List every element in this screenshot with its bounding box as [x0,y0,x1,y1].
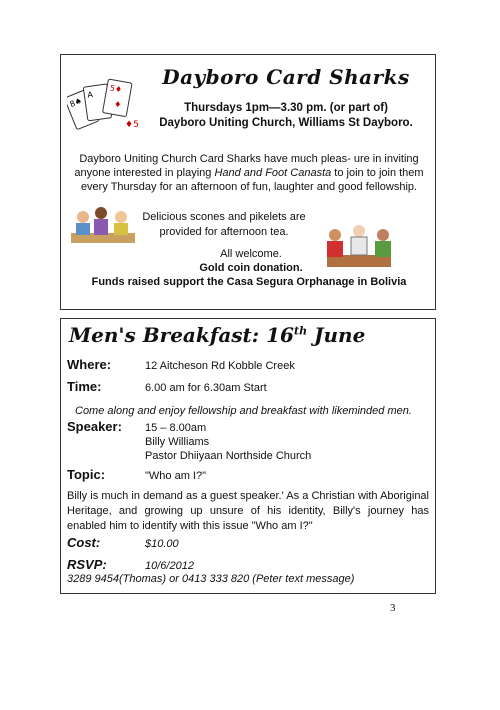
afternoon-tea-text: Delicious scones and pikelets are provided for afternoon tea. [142,211,306,238]
svg-text:♦: ♦ [113,99,123,110]
speaker-time: 15 – 8.00am [145,422,207,434]
speaker-label: Speaker: [67,419,122,434]
speaker-details [145,421,311,463]
welcome-text: All welcome. [220,248,282,260]
topic-label: Topic: [67,467,106,482]
where-value: 12 Aitcheson Rd Kobble Creek [145,360,295,372]
playing-cards-icon [67,77,139,139]
speaker-bio: Billy is much in demand as a guest speaker.' As a Christian with Aboriginal Heritage, and growing up unsure of his identity, Billy's journey has enabled him to identify with this issue "Who am I?" [67,490,429,532]
funds-text: Funds raised support the Casa Segura Orphanage in Bolivia [91,276,407,288]
topic-value: "Who am I?" [145,470,206,482]
card-sharks-intro [73,152,425,194]
venue-line: Dayboro Uniting Church, Williams St Dayboro. [159,117,413,129]
rsvp-value: 10/6/2012 [145,560,194,572]
where-label: Where: [67,357,112,372]
rsvp-label: RSVP: [67,557,107,572]
breakfast-title-main: Men's Breakfast: 16 [69,323,294,347]
speaker-role: Pastor Dhiiyaan Northside Church [145,450,312,462]
time-label: Time: [67,379,102,394]
breakfast-title-end: June [307,323,366,347]
intro-text-2: to join to join them every Thursday for an afternoon of fun, laughter and good fellowship. [80,167,424,193]
time-value: 6.00 am for 6.30am Start [145,382,267,394]
come-along-text: Come along and enjoy fellowship and breakfast with likeminded men. [75,405,412,417]
svg-text:8♠: 8♠ [68,96,84,110]
page-number: 3 [390,602,396,614]
time-line: Thursdays 1pm—3.30 pm. (or part of) [184,102,388,114]
svg-text:5♦: 5♦ [109,83,123,95]
tea-party-illustration [67,203,139,247]
card-sharks-schedule [151,101,421,131]
svg-text:A: A [86,90,94,100]
breakfast-title [69,323,365,347]
rsvp-contact: 3289 9454(Thomas) or 0413 333 820 (Peter text message) [67,573,355,585]
cost-label: Cost: [67,535,101,550]
card-sharks-title: Dayboro Card Sharks [162,65,410,89]
mens-breakfast-box [60,318,436,594]
game-name: Hand and Foot Canasta [214,167,332,179]
card-sharks-box [60,54,436,310]
intro-text-1: Dayboro Uniting Church Card Sharks have much pleas- ure in inviting anyone interested in playing [74,153,419,179]
donation-text: Gold coin donation. [199,262,303,274]
breakfast-title-sup: th [293,324,308,338]
speaker-name: Billy Williams [145,436,210,448]
svg-text:♦5: ♦5 [125,120,139,130]
cost-value: $10.00 [145,538,179,550]
